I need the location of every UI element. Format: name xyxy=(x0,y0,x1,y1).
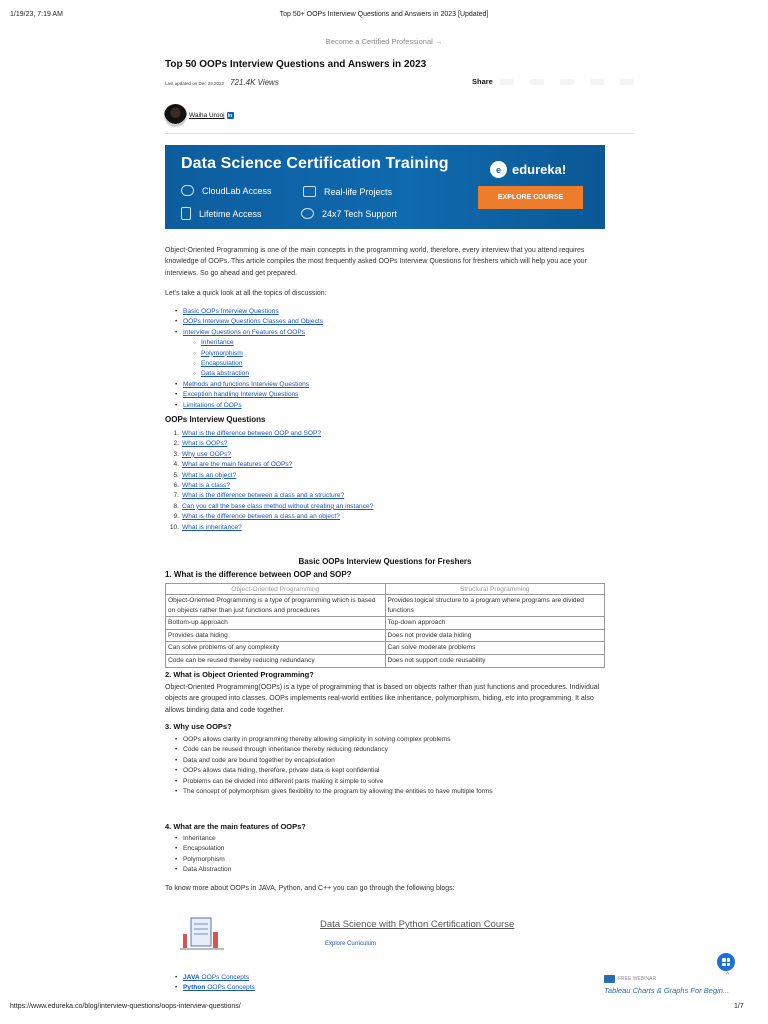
banner-title: Data Science Certification Training xyxy=(181,155,449,172)
q1-heading: 1. What is the difference between OOP and SOP? xyxy=(165,570,352,579)
question-link[interactable]: Why use OOPs? xyxy=(182,450,232,458)
list-item: 7. What is the difference between a class and a structure? xyxy=(165,491,373,501)
list-item xyxy=(183,973,255,983)
table-row xyxy=(166,595,605,617)
list-item: 9. What is the difference between a class and an object? xyxy=(165,512,373,522)
table-cell: Does not support code reusability xyxy=(385,654,605,667)
projects-icon xyxy=(303,186,316,197)
certified-promo-link[interactable]: Become a Certified Professional → xyxy=(325,37,443,46)
toc-link[interactable]: Data abstraction xyxy=(201,370,250,378)
feature-item: CloudLab Access xyxy=(181,185,272,196)
list-item: • Problems can be divided into different parts making it simple to solve xyxy=(183,777,493,787)
q3-bullets xyxy=(183,735,493,797)
q4-bullets xyxy=(183,834,231,876)
list-item: 5. What is an object? xyxy=(165,471,373,481)
column-header: Object-Oriented Programming xyxy=(166,584,386,595)
question-link[interactable]: What is a class? xyxy=(182,482,231,490)
share-button[interactable] xyxy=(620,79,634,85)
table-cell: Provides data hiding xyxy=(166,629,386,642)
list-item: • Polymorphism xyxy=(183,855,231,865)
topics-list xyxy=(183,307,323,411)
list-item xyxy=(183,317,323,327)
table-cell: Provides logical structure to a program where programs are divided functions xyxy=(385,595,605,617)
chevron-up-icon[interactable]: ^ xyxy=(726,972,730,979)
toc-link[interactable]: Encapsulation xyxy=(201,360,243,368)
q2-heading: 2. What is Object Oriented Programming? xyxy=(165,670,314,679)
explore-curriculum-link[interactable]: Explore Curriculum xyxy=(325,941,377,947)
blog-link[interactable]: Python xyxy=(183,984,206,992)
author-link[interactable]: Waiha Urooj xyxy=(189,112,225,119)
question-link[interactable]: What is an object? xyxy=(182,471,237,479)
list-item xyxy=(201,338,323,348)
question-link[interactable]: What is the difference between OOP and SOP? xyxy=(182,430,322,437)
toc-link[interactable]: Inheritance xyxy=(201,339,234,347)
share-label: Share xyxy=(472,77,493,86)
feature-item: 24x7 Tech Support xyxy=(301,208,397,219)
column-header: Structural Programming xyxy=(385,584,605,595)
list-item: • Data Abstraction xyxy=(183,865,231,875)
article-meta xyxy=(165,78,279,87)
article-title: Top 50 OOPs Interview Questions and Answers in 2023 xyxy=(165,59,427,70)
share-button[interactable] xyxy=(500,79,514,85)
toc-link[interactable]: Methods and functions Interview Questions xyxy=(183,380,310,388)
toc-link[interactable]: Basic OOPs Interview Questions xyxy=(183,308,279,315)
last-updated: Last updated on Dec 29,2022 xyxy=(165,81,225,86)
blogs-lead: To know more about OOPs in JAVA, Python, and C++ you can go through the following blogs: xyxy=(165,885,455,892)
list-item: • Encapsulation xyxy=(183,844,231,854)
webinar-icon xyxy=(604,975,615,983)
question-link[interactable]: What is the difference between a class and a structure? xyxy=(182,492,345,500)
question-link[interactable]: What is OOPs? xyxy=(182,440,228,448)
toc-link[interactable]: Polymorphism xyxy=(201,349,243,357)
share-button[interactable] xyxy=(560,79,574,85)
list-item: • OOPs allows data hiding, therefore, private data is kept confidential xyxy=(183,766,493,776)
oop-vs-sop-table xyxy=(165,583,605,668)
course-banner[interactable] xyxy=(165,145,605,229)
feature-item: Real-life Projects xyxy=(303,186,392,197)
question-link[interactable]: Can you call the base class method without creating an instance? xyxy=(182,502,374,510)
print-doc-title: Top 50+ OOPs Interview Questions and Answers in 2023 [Updated] xyxy=(279,11,489,18)
table-row xyxy=(166,642,605,655)
table-header-row xyxy=(166,584,605,595)
toc-lead: Let's take a quick look at all the topics of discussion: xyxy=(165,290,327,297)
list-item xyxy=(183,983,255,993)
toc-link[interactable]: Interview Questions on Features of OOPs xyxy=(183,328,306,336)
table-row xyxy=(166,629,605,642)
webinar-badge: FREE WEBINAR xyxy=(604,975,656,983)
list-item xyxy=(183,380,323,390)
list-item: 8. Can you call the base class method without creating an instance? xyxy=(165,502,373,512)
list-item xyxy=(183,401,323,411)
webinar-title-link[interactable]: Tableau Charts & Graphs For Begin... xyxy=(604,986,730,995)
course-title-link[interactable]: Data Science with Python Certification Course xyxy=(320,919,515,930)
section-title: Basic OOPs Interview Questions for Freshers xyxy=(298,557,472,566)
table-cell: Can solve problems of any complexity xyxy=(166,642,386,655)
list-item: 3. Why use OOPs? xyxy=(165,450,373,460)
table-cell: Top-down approach xyxy=(385,617,605,630)
q4-heading: 4. What are the main features of OOPs? xyxy=(165,822,306,831)
feature-item: Lifetime Access xyxy=(181,207,262,220)
questions-heading: OOPs Interview Questions xyxy=(165,415,266,424)
view-count: 721.4K Views xyxy=(230,78,279,87)
sub-topics-list xyxy=(201,338,323,380)
share-buttons xyxy=(500,79,634,85)
list-item xyxy=(201,369,323,379)
course-illustration-icon xyxy=(180,916,224,952)
list-item xyxy=(201,349,323,359)
list-item: 6. What is a class? xyxy=(165,481,373,491)
print-url: https://www.edureka.co/blog/interview-questions/oops-interview-questions/ xyxy=(10,1003,241,1010)
support-icon xyxy=(301,208,314,219)
print-datetime: 1/19/23, 7:19 AM xyxy=(10,11,63,18)
toc-link[interactable]: Limitations of OOPs xyxy=(183,401,242,409)
table-row xyxy=(166,654,605,667)
edureka-logo-icon: e xyxy=(490,161,507,178)
toc-link[interactable]: Exception handling Interview Questions xyxy=(183,391,299,399)
list-item: 4. What are the main features of OOPs? xyxy=(165,460,373,470)
blog-links xyxy=(183,973,255,994)
list-item: • OOPs allows clarity in programming thereby allowing simplicity in solving complex problems xyxy=(183,735,493,745)
avatar[interactable] xyxy=(164,104,187,127)
blog-link[interactable]: OOPs Concepts xyxy=(205,984,255,992)
intro-paragraph: Object-Oriented Programming is one of the main concepts in the programming world, therefore, every interview that you attend requires knowledge of OOPs. This article compiles the most frequently asked OOPs Interview Questions for freshers which will help you ace your interviews. So go ahead and get prepared. xyxy=(165,247,587,277)
table-row xyxy=(166,617,605,630)
divider xyxy=(165,133,634,134)
list-item xyxy=(183,390,323,400)
table-cell: Can solve moderate problems xyxy=(385,642,605,655)
list-item: 2. What is OOPs? xyxy=(165,439,373,449)
toc-link[interactable]: OOPs Interview Questions Classes and Objects xyxy=(183,318,323,326)
question-link[interactable]: What is inheritance? xyxy=(182,523,242,531)
list-item: • Inheritance xyxy=(183,834,231,844)
linkedin-icon[interactable]: in xyxy=(227,112,233,119)
question-link[interactable]: What is the difference between a class and an object? xyxy=(182,513,340,521)
edureka-logo: e edureka! xyxy=(490,161,566,178)
table-cell: Object-Oriented Programming is a type of programming which is based on objects rather than just functions and procedures xyxy=(166,595,386,617)
list-item: 1. What is the difference between OOP and SOP? xyxy=(165,429,373,439)
table-cell: Code can be reused thereby reducing redundancy xyxy=(166,654,386,667)
explore-course-button[interactable]: EXPLORE COURSE xyxy=(478,186,583,209)
question-link[interactable]: What are the main features of OOPs? xyxy=(182,461,293,469)
list-item xyxy=(183,328,323,380)
cloud-icon xyxy=(181,185,194,196)
q3-heading: 3. Why use OOPs? xyxy=(165,722,232,731)
list-item xyxy=(183,307,323,317)
lifetime-icon xyxy=(181,207,191,220)
list-item: • Code can be reused through inheritance thereby reducing redundancy xyxy=(183,745,493,755)
share-button[interactable] xyxy=(590,79,604,85)
page-number: 1/7 xyxy=(734,1003,744,1010)
apps-grid-button[interactable] xyxy=(717,953,735,971)
questions-list xyxy=(165,429,373,533)
list-item: • Data and code are bound together by encapsulation xyxy=(183,756,493,766)
share-button[interactable] xyxy=(530,79,544,85)
blog-link[interactable]: JAVA xyxy=(183,974,200,981)
q2-body: Object-Oriented Programming(OOPs) is a type of programming that is based on objects rather than just functions and procedures. Individual objects are grouped into classes. OOPs implements real-world entities like inheritance, polymorphism, hiding, etc into programming. It also allows binding data and code together. xyxy=(165,684,600,714)
list-item: 10. What is inheritance? xyxy=(165,523,373,533)
list-item xyxy=(201,359,323,369)
table-cell: Does not provide data hiding xyxy=(385,629,605,642)
table-cell: Bottom-up approach xyxy=(166,617,386,630)
grid-icon xyxy=(722,958,730,966)
author-block xyxy=(164,104,234,127)
list-item: • The concept of polymorphism gives flexibility to the program by allowing the entities to have multiple forms xyxy=(183,787,493,797)
blog-link[interactable]: OOPs Concepts xyxy=(199,974,250,981)
